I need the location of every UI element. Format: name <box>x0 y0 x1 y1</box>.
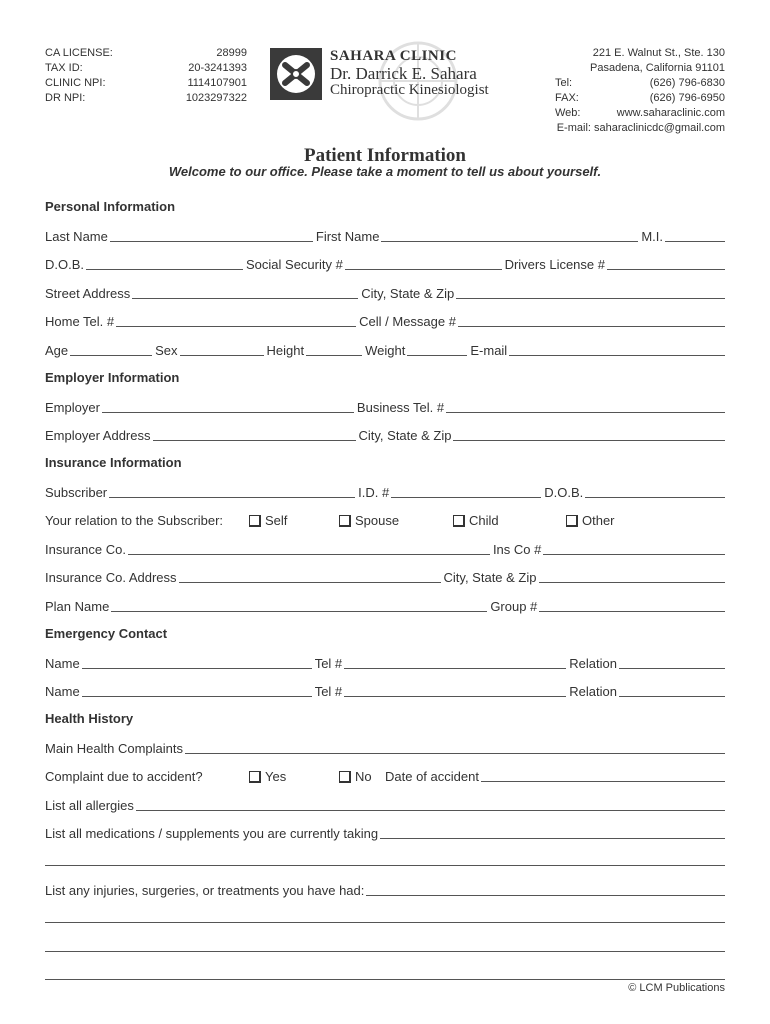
accident-yes-option[interactable] <box>249 766 286 784</box>
tel-label: Tel: <box>555 77 573 89</box>
accident-date-field[interactable] <box>481 769 725 782</box>
accident-yes-label: Yes <box>265 769 287 784</box>
web-label: Web: <box>555 107 581 119</box>
emergency-relation-2-field[interactable] <box>619 684 725 697</box>
accident-date-label: Date of accident <box>385 769 479 784</box>
weight-label: Weight <box>365 343 406 358</box>
section-employer: Employer Information <box>45 370 180 385</box>
section-insurance: Insurance Information <box>45 455 182 470</box>
relation-spouse-label: Spouse <box>355 513 400 528</box>
employer-address-label: Employer Address <box>45 428 151 443</box>
clinic-name: SAHARA CLINIC <box>330 48 457 64</box>
emergency-tel-1-label: Tel # <box>314 656 343 671</box>
medications-field[interactable] <box>380 826 725 839</box>
footer-copyright: © LCM Publications <box>628 982 725 994</box>
web-value: www.saharaclinic.com <box>616 107 725 119</box>
city-state-zip-field[interactable] <box>456 286 725 299</box>
accident-no-label: No <box>355 769 372 784</box>
last-name-label: Last Name <box>45 229 108 244</box>
emergency-name-1-label: Name <box>45 656 80 671</box>
section-health: Health History <box>45 711 134 726</box>
relation-self-option[interactable] <box>249 510 287 528</box>
street-address-label: Street Address <box>45 286 131 301</box>
relation-self-label: Self <box>265 513 288 528</box>
height-field[interactable] <box>306 343 362 356</box>
sex-field[interactable] <box>180 343 264 356</box>
employer-label: Employer <box>45 400 100 415</box>
business-tel-field[interactable] <box>446 400 725 413</box>
emergency-name-2-field[interactable] <box>82 684 312 697</box>
fax-label: FAX: <box>555 92 579 104</box>
group-field[interactable] <box>539 599 725 612</box>
complaints-label: Main Health Complaints <box>45 741 184 756</box>
insurance-city-state-zip-label: City, State & Zip <box>443 570 537 585</box>
email-field[interactable] <box>509 343 725 356</box>
relation-other-option[interactable] <box>566 510 615 528</box>
relation-child-label: Child <box>469 513 499 528</box>
injuries-label: List any injuries, surgeries, or treatments you have had: <box>45 883 365 898</box>
first-name-label: First Name <box>315 229 380 244</box>
license-value: 28999 <box>216 47 247 59</box>
fax-value: (626) 796-6950 <box>649 92 725 104</box>
relation-child-option[interactable] <box>453 510 499 528</box>
injuries-extra-line-2[interactable] <box>45 951 725 952</box>
checkbox-icon[interactable] <box>339 515 351 527</box>
insurance-city-state-zip-field[interactable] <box>539 570 726 583</box>
mi-field[interactable] <box>665 229 725 242</box>
drivers-license-field[interactable] <box>607 257 725 270</box>
first-name-field[interactable] <box>381 229 638 242</box>
clinic-npi-label: CLINIC NPI: <box>45 77 106 89</box>
insurance-address-field[interactable] <box>179 570 441 583</box>
plan-name-field[interactable] <box>111 599 487 612</box>
license-label: CA LICENSE: <box>45 47 113 59</box>
employer-field[interactable] <box>102 400 354 413</box>
contact-info <box>555 46 725 136</box>
emergency-tel-2-field[interactable] <box>344 684 566 697</box>
dob-label: D.O.B. <box>45 257 85 272</box>
age-label: Age <box>45 343 69 358</box>
injuries-extra-line-3[interactable] <box>45 979 725 980</box>
employer-address-field[interactable] <box>153 428 356 441</box>
height-label: Height <box>266 343 305 358</box>
subscriber-dob-field[interactable] <box>585 485 725 498</box>
checkbox-icon[interactable] <box>339 771 351 783</box>
dr-npi-value: 1023297322 <box>185 92 247 104</box>
street-address-field[interactable] <box>132 286 358 299</box>
relation-question: Your relation to the Subscriber: <box>45 513 224 528</box>
insurance-id-field[interactable] <box>391 485 541 498</box>
allergies-label: List all allergies <box>45 798 134 813</box>
email-line: E-mail: saharaclinicdc@gmail.com <box>556 122 725 134</box>
allergies-field[interactable] <box>136 798 725 811</box>
medications-extra-line[interactable] <box>45 865 725 866</box>
city-state-zip-label: City, State & Zip <box>361 286 455 301</box>
ssn-label: Social Security # <box>246 257 343 272</box>
accident-no-option[interactable] <box>339 766 372 784</box>
checkbox-icon[interactable] <box>249 771 261 783</box>
clinic-name-block <box>330 48 489 99</box>
clinic-logo-icon <box>270 48 322 100</box>
ssn-field[interactable] <box>345 257 502 270</box>
age-field[interactable] <box>70 343 152 356</box>
checkbox-icon[interactable] <box>249 515 261 527</box>
form-title: Patient Information <box>303 145 466 166</box>
section-emergency: Emergency Contact <box>45 626 168 641</box>
relation-spouse-option[interactable] <box>339 510 399 528</box>
home-tel-label: Home Tel. # <box>45 314 115 329</box>
ins-co-number-field[interactable] <box>543 542 725 555</box>
sex-label: Sex <box>155 343 178 358</box>
business-tel-label: Business Tel. # <box>356 400 445 415</box>
address-line-2: Pasadena, California 91101 <box>590 62 725 74</box>
emergency-tel-1-field[interactable] <box>344 656 566 669</box>
tax-id-label: TAX ID: <box>45 62 83 74</box>
employer-city-state-zip-field[interactable] <box>453 428 725 441</box>
license-info <box>45 46 247 106</box>
emergency-relation-1-label: Relation <box>569 656 617 671</box>
injuries-field[interactable] <box>366 883 725 896</box>
tel-value: (626) 796-6830 <box>649 77 725 89</box>
mi-label: M.I. <box>641 229 663 244</box>
home-tel-field[interactable] <box>116 314 356 327</box>
email-label: E-mail <box>470 343 508 358</box>
cell-field[interactable] <box>458 314 725 327</box>
form-subtitle: Welcome to our office. Please take a moment to tell us about yourself. <box>168 164 602 179</box>
group-label: Group # <box>490 599 538 614</box>
complaints-field[interactable] <box>185 741 725 754</box>
address-line-1: 221 E. Walnut St., Ste. 130 <box>592 47 725 59</box>
employer-city-state-zip-label: City, State & Zip <box>358 428 452 443</box>
dr-npi-label: DR NPI: <box>45 92 86 104</box>
relation-other-label: Other <box>582 513 615 528</box>
subscriber-field[interactable] <box>109 485 355 498</box>
drivers-license-label: Drivers License # <box>504 257 605 272</box>
ins-co-number-label: Ins Co # <box>492 542 542 557</box>
insurance-id-label: I.D. # <box>358 485 390 500</box>
checkbox-icon[interactable] <box>453 515 465 527</box>
accident-question: Complaint due to accident? <box>45 769 203 784</box>
emergency-name-1-field[interactable] <box>82 656 312 669</box>
emergency-relation-1-field[interactable] <box>619 656 725 669</box>
clinic-npi-value: 1114107901 <box>187 77 247 89</box>
insurance-co-label: Insurance Co. <box>45 542 126 557</box>
emergency-name-2-label: Name <box>45 684 80 699</box>
emergency-tel-2-label: Tel # <box>314 684 343 699</box>
section-personal: Personal Information <box>45 199 176 214</box>
checkbox-icon[interactable] <box>566 515 578 527</box>
tax-id-value: 20-3241393 <box>188 62 247 74</box>
plan-name-label: Plan Name <box>45 599 110 614</box>
subscriber-dob-label: D.O.B. <box>544 485 584 500</box>
doctor-name: Dr. Darrick E. Sahara <box>330 64 477 83</box>
insurance-address-label: Insurance Co. Address <box>45 570 177 585</box>
emergency-relation-2-label: Relation <box>569 684 617 699</box>
dob-field[interactable] <box>86 257 243 270</box>
doctor-title: Chiropractic Kinesiologist <box>330 82 489 98</box>
insurance-co-field[interactable] <box>128 542 490 555</box>
subscriber-label: Subscriber <box>45 485 108 500</box>
injuries-extra-line-1[interactable] <box>45 922 725 923</box>
weight-field[interactable] <box>407 343 467 356</box>
medications-label: List all medications / supplements you are currently taking <box>45 826 379 841</box>
last-name-field[interactable] <box>110 229 313 242</box>
cell-label: Cell / Message # <box>359 314 456 329</box>
